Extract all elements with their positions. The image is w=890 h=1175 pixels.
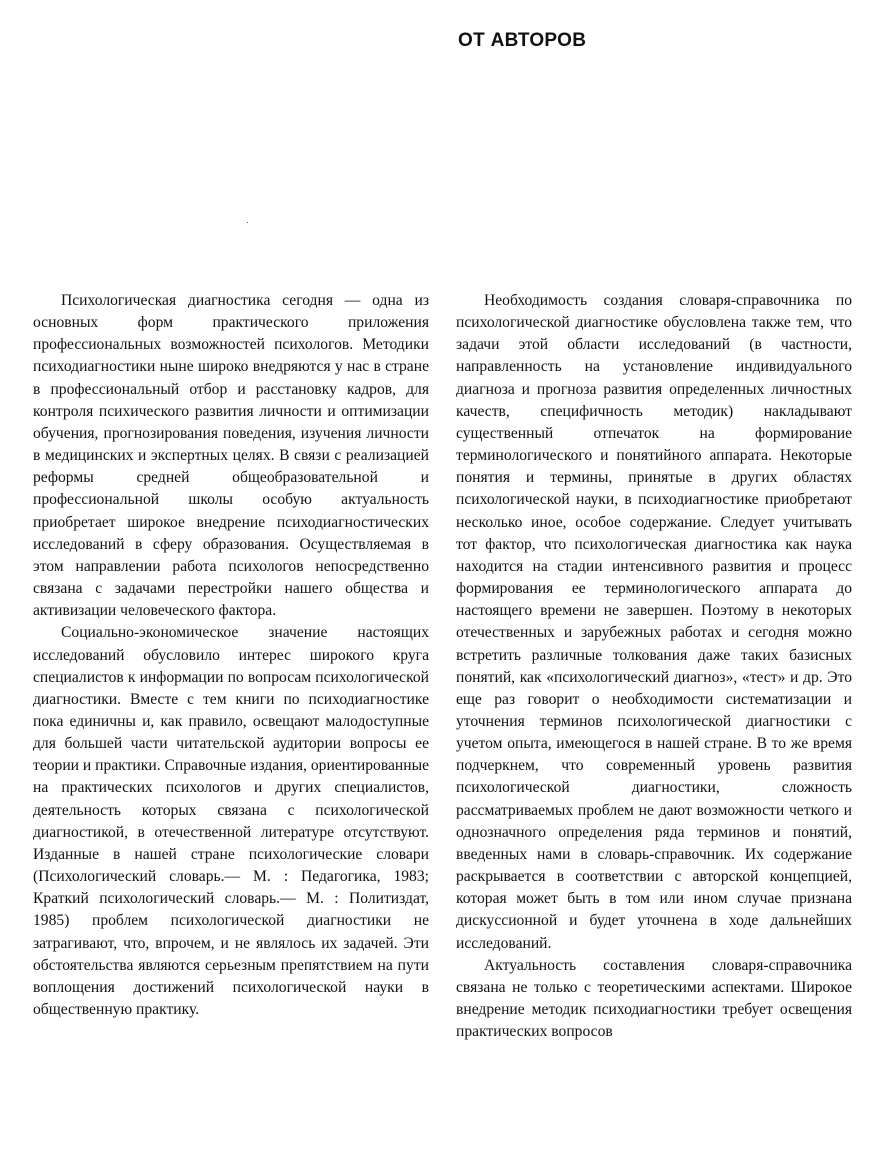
paragraph: Актуальность составления словаря-справочника связана не только с теоретическими аспектами. Широкое внедрение методик психодиагностики требует освещения практических вопросов (456, 956, 852, 1041)
left-column (33, 290, 429, 1021)
paragraph: Социально-экономическое значение настоящих исследований обусловило интерес широкого круга специалистов к информации по вопросам психологической диагностики. Вместе с тем книги по психодиагностике пока единичны и, как правило, освещают малодоступные для большей части читательской аудитории вопросы ее теории и практики. Справочные издания, ориентированные на практических психологов и других специалистов, деятельность которых связана с психологической диагностикой, в отечественной литературе отсутствуют. Изданные в нашей стране психологические словари (Психологический словарь.— М. : Педагогика, 1983; Краткий психологический словарь.— М. : Политиздат, 1985) проблем психологической диагностики не затрагивают, что, впрочем, и не являлось их задачей. Эти обстоятельства являются серьезным препятствием на пути воплощения достижений психологической науки в общественную практику. (33, 624, 429, 1018)
page-title: ОТ АВТОРОВ (458, 30, 587, 51)
print-speck (247, 222, 248, 223)
right-column (456, 290, 852, 1043)
paragraph: Необходимость создания словаря-справочника по психологической диагностике обусловлена также тем, что задачи этой области исследований (в частности, направленность на установление индивидуального диагноза и прогноза развития определенных личностных качеств, специфичность методик) накладывают существенный отпечаток на формирование терминологического и понятийного аппарата. Некоторые понятия и термины, принятые в других областях психологической науки, в психодиагностике приобретают несколько иное, особое содержание. Следует учитывать тот фактор, что психологическая диагностика как наука находится на стадии интенсивного развития и процесс формирования ее терминологического аппарата до настоящего времени не завершен. Поэтому в некоторых отечественных и зарубежных работах и сегодня можно встретить различные толкования даже таких базисных понятий, как «психологический диагноз», «тест» и др. Это еще раз говорит о необходимости систематизации и уточнения терминов психологической диагностики с учетом опыта, имеющегося в нашей стране. В то же время подчеркнем, что современный уровень развития психологической диагностики, сложность рассматриваемых проблем не дают возможности четкого и однозначного определения ряда терминов и понятий, введенных нами в словарь-справочник. Их содержание раскрывается в соответствии с авторской концепцией, которая может быть в том или ином случае признана дискуссионной и будет уточнена в ходе дальнейших исследований. (456, 292, 852, 952)
paragraph: Психологическая диагностика сегодня — одна из основных форм практического приложения профессиональных возможностей психологов. Методики психодиагностики ныне широко внедряются у нас в стране в профессиональный отбор и расстановку кадров, для контроля психического развития личности и оптимизации обучения, прогнозирования поведения, изучения личности в медицинских и экспертных целях. В связи с реализацией реформы средней общеобразовательной и профессиональной школы особую актуальность приобретает широкое внедрение психодиагностических исследований в сферу образования. Осуществляемая в этом направлении работа психологов непосредственно связана с задачами перестройки нашего общества и активизации человеческого фактора. (33, 292, 429, 620)
